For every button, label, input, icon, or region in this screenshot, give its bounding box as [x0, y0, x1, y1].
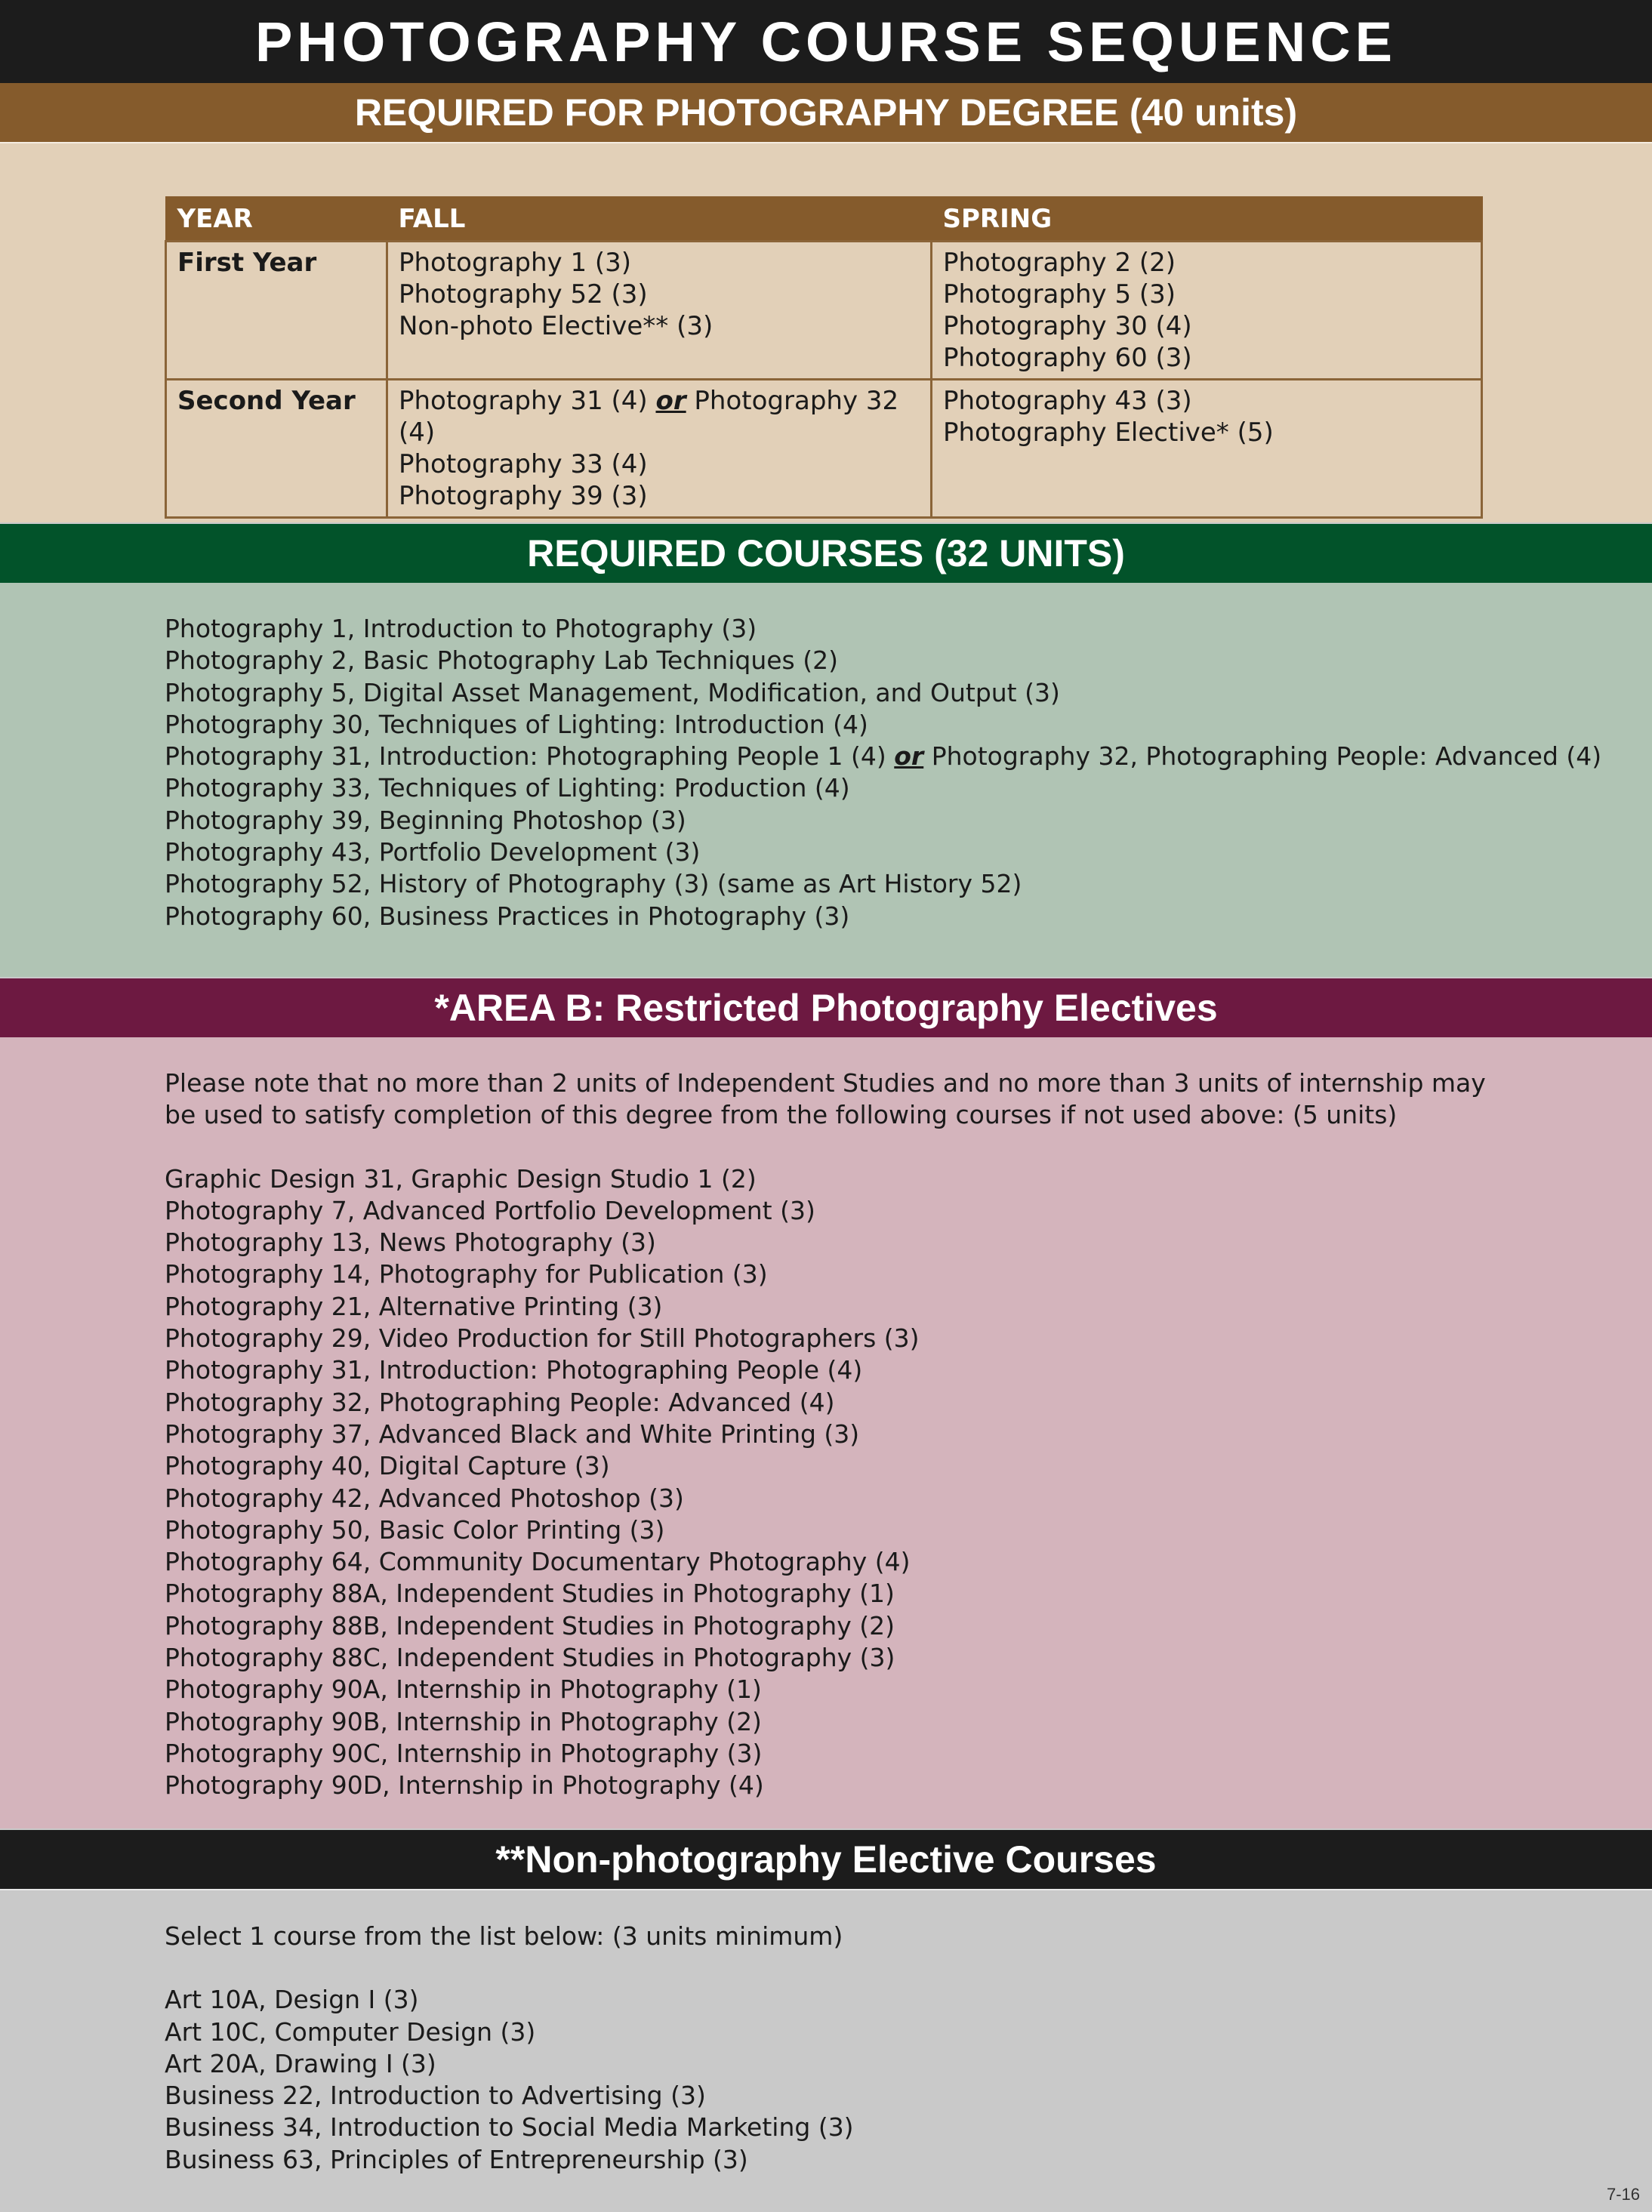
list-item: Photography 21, Alternative Printing (3): [165, 1291, 663, 1321]
degree-heading: REQUIRED FOR PHOTOGRAPHY DEGREE (40 units): [0, 83, 1652, 142]
first-year-label: First Year: [166, 242, 387, 380]
choice-b: Photography 32 (4): [399, 386, 899, 448]
course-entry: Photography 39 (3): [399, 481, 648, 511]
or-word: or: [894, 741, 924, 772]
list-item: Art 10A, Design I (3): [165, 1985, 419, 2015]
list-item: Photography 32, Photographing People: Advanced (4): [165, 1387, 835, 1417]
first-year-fall: [387, 242, 932, 380]
choice-a: Photography 31 (4): [399, 386, 656, 416]
list-item: Photography 37, Advanced Black and White Printing (3): [165, 1419, 860, 1449]
required-panel: [0, 583, 1652, 977]
list-item: Photography 88A, Independent Studies in Photography (1): [165, 1579, 895, 1609]
list-item: Photography 29, Video Production for Still Photographers (3): [165, 1323, 920, 1354]
degree-panel: [0, 142, 1652, 522]
list-item: Photography 64, Community Documentary Photography (4): [165, 1547, 911, 1577]
non-photo-heading: **Non-photography Elective Courses: [0, 1830, 1652, 1889]
non-photo-note: Select 1 course from the list below: (3 units minimum): [165, 1921, 843, 1951]
list-item: Photography 31, Introduction: Photographing People (4): [165, 1355, 863, 1385]
list-item: Photography 30, Techniques of Lighting: Introduction (4): [165, 709, 868, 739]
list-item: Photography 40, Digital Capture (3): [165, 1451, 610, 1481]
second-year-fall: [387, 380, 932, 518]
list-item: Photography 1, Introduction to Photography (3): [165, 614, 757, 643]
list-item: Photography 90B, Internship in Photography (2): [165, 1706, 762, 1736]
list-item: Photography 90A, Internship in Photography (1): [165, 1674, 762, 1705]
page-title: PHOTOGRAPHY COURSE SEQUENCE: [0, 0, 1652, 83]
table-row: [166, 242, 1482, 380]
area-b-heading: *AREA B: Restricted Photography Electives: [0, 978, 1652, 1037]
table-header-row: [166, 197, 1482, 242]
list-item-choice: [165, 741, 1601, 772]
list-item: Photography 33, Techniques of Lighting: Production (4): [165, 773, 850, 803]
list-item: Photography 88C, Independent Studies in Photography (3): [165, 1643, 895, 1673]
area-b-note: Please note that no more than 2 units of Independent Studies and no more than 3 units of internship may be used to satisfy completion of this degree from the following courses if not used above: (5 units): [165, 1068, 1486, 1130]
course-sequence-table: [165, 196, 1483, 519]
list-item: Photography 60, Business Practices in Photography (3): [165, 901, 850, 931]
list-item: Photography 52, History of Photography (3) (same as Art History 52): [165, 869, 1022, 899]
list-item: Photography 42, Advanced Photoshop (3): [165, 1483, 684, 1513]
course-entry: Photography 2 (2): [943, 248, 1176, 278]
course-entry: Photography 5 (3): [943, 279, 1176, 310]
non-photo-panel: [0, 1889, 1652, 2212]
second-year-label: Second Year: [166, 380, 387, 518]
list-item: Photography 2, Basic Photography Lab Techniques (2): [165, 645, 838, 676]
course-entry: Photography 43 (3): [943, 386, 1192, 416]
list-item: Photography 13, News Photography (3): [165, 1228, 656, 1258]
choice-b: Photography 32, Photographing People: Advanced (4): [923, 741, 1602, 772]
course-entry: Photography 33 (4): [399, 449, 648, 479]
area-b-panel: [0, 1037, 1652, 1828]
header-spring: SPRING: [932, 197, 1482, 242]
list-item: Photography 50, Basic Color Printing (3): [165, 1514, 665, 1545]
list-item: Business 22, Introduction to Advertising (3): [165, 2081, 706, 2111]
list-item: Photography 7, Advanced Portfolio Development (3): [165, 1195, 815, 1225]
page-number: 7-16: [1606, 2185, 1640, 2204]
second-year-spring: [932, 380, 1482, 518]
first-year-spring: [932, 242, 1482, 380]
course-entry: Photography Elective* (5): [943, 417, 1274, 448]
list-item: Business 34, Introduction to Social Media Marketing (3): [165, 2112, 854, 2143]
list-item: Photography 39, Beginning Photoshop (3): [165, 805, 686, 835]
list-item: Business 63, Principles of Entrepreneurship (3): [165, 2144, 748, 2174]
list-item: Art 20A, Drawing I (3): [165, 2048, 436, 2078]
list-item: Art 10C, Computer Design (3): [165, 2016, 536, 2047]
list-item: Photography 90D, Internship in Photography (4): [165, 1770, 764, 1801]
list-item: Photography 43, Portfolio Development (3): [165, 837, 701, 867]
list-item: Photography 5, Digital Asset Management, Modification, and Output (3): [165, 677, 1060, 707]
or-word: or: [655, 386, 686, 416]
table-row: [166, 380, 1482, 518]
choice-a: Photography 31, Introduction: Photographing People 1 (4): [165, 741, 895, 772]
required-course-list: [165, 613, 1601, 932]
course-entry: Photography 30 (4): [943, 311, 1192, 341]
header-year: YEAR: [166, 197, 387, 242]
course-entry: Non-photo Elective** (3): [399, 311, 714, 341]
course-entry: Photography 60 (3): [943, 343, 1192, 373]
list-item: Graphic Design 31, Graphic Design Studio 1 (2): [165, 1163, 757, 1194]
header-fall: FALL: [387, 197, 932, 242]
course-entry: Photography 52 (3): [399, 279, 648, 310]
course-entry: Photography 1 (3): [399, 248, 632, 278]
non-photo-course-list: [165, 1921, 854, 2176]
course-entry-choice: [399, 385, 920, 448]
list-item: Photography 14, Photography for Publication (3): [165, 1259, 768, 1289]
required-heading: REQUIRED COURSES (32 UNITS): [0, 524, 1652, 583]
list-item: Photography 88B, Independent Studies in Photography (2): [165, 1610, 895, 1641]
area-b-course-list: [165, 1067, 1486, 1802]
list-item: Photography 90C, Internship in Photography (3): [165, 1738, 763, 1768]
